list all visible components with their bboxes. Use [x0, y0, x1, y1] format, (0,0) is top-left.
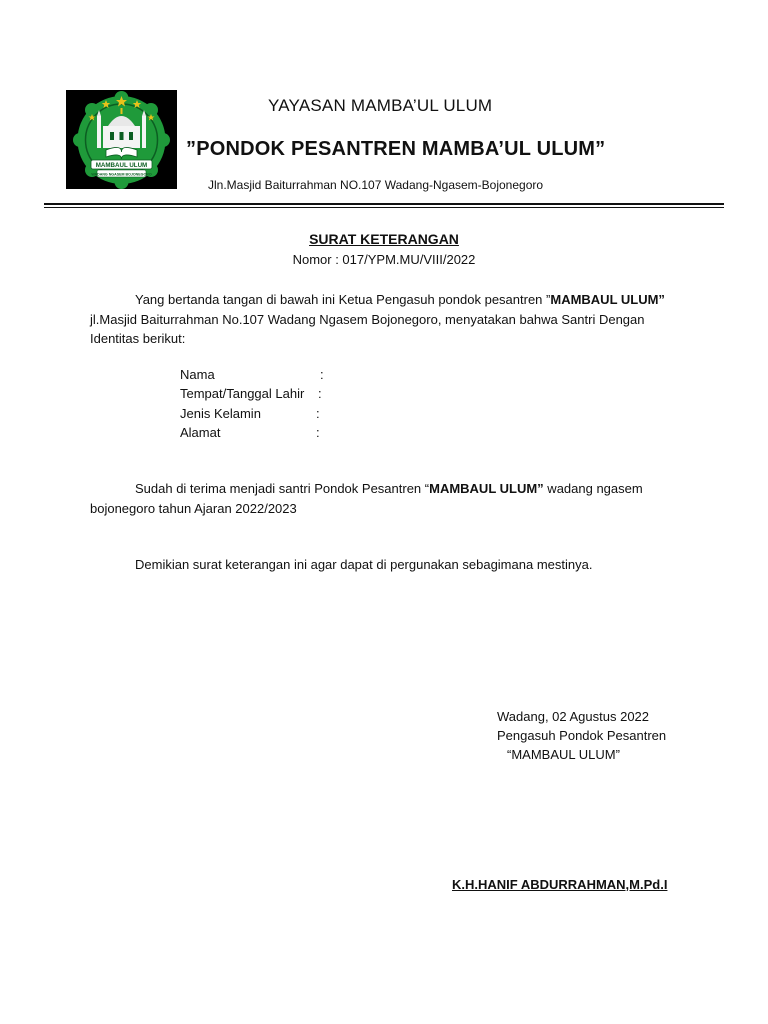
- field-tempat-tanggal-lahir: [180, 384, 322, 403]
- acceptance-text-1: Sudah di terima menjadi santri Pondok Pesantren “: [135, 481, 430, 496]
- field-colon: :: [318, 386, 322, 402]
- signature-block: [497, 707, 666, 764]
- closing-text: Demikian surat keterangan ini agar dapat di pergunakan sebagimana mestinya.: [135, 557, 593, 572]
- acceptance-text-2: wadang ngasem bojonegoro tahun Ajaran 2022/2023: [90, 481, 643, 516]
- letterhead-address: Jln.Masjid Baiturrahman NO.107 Wadang-Ngasem-Bojonegoro: [208, 178, 544, 192]
- logo: [66, 90, 177, 189]
- field-label: Nama: [180, 367, 215, 382]
- opening-text-2: jl.Masjid Baiturrahman No.107 Wadang Ngasem Bojonegoro, menyatakan bahwa Santri Dengan Identitas berikut:: [90, 311, 645, 346]
- field-label: Alamat: [180, 424, 221, 440]
- acceptance-paragraph: [90, 479, 672, 518]
- opening-text-bold: MAMBAUL ULUM”: [550, 292, 665, 307]
- logo-text-sub: WADANG NGASEM BOJONEGORO: [91, 172, 152, 177]
- signature-role: Pengasuh Pondok Pesantren: [497, 728, 667, 743]
- closing-paragraph: [90, 555, 672, 575]
- foundation-name: YAYASAN MAMBA’UL ULUM: [268, 96, 493, 115]
- letter-title: [0, 231, 768, 247]
- field-colon: :: [320, 367, 324, 382]
- mosque-emblem-icon: [66, 90, 177, 189]
- institution-name: ”PONDOK PESANTREN MAMBA’UL ULUM”: [186, 138, 606, 160]
- signature-org: “MAMBAUL ULUM”: [507, 747, 620, 762]
- letter-number: Nomor : 017/YPM.MU/VIII/2022: [292, 252, 476, 267]
- field-alamat: [180, 423, 320, 442]
- field-nama: [180, 365, 324, 384]
- identity-fields: [180, 365, 324, 442]
- opening-paragraph: [90, 290, 672, 349]
- field-colon: :: [316, 405, 320, 421]
- logo-text-main: MAMBAUL ULUM: [95, 162, 148, 169]
- letterhead-divider-thin: [44, 207, 724, 208]
- letter-title-text: SURAT KETERANGAN: [309, 231, 459, 247]
- field-colon: :: [316, 424, 320, 440]
- field-label: Jenis Kelamin: [180, 405, 261, 421]
- letterhead-divider: [44, 203, 724, 205]
- acceptance-text-bold: MAMBAUL ULUM”: [429, 481, 544, 496]
- signer-name: K.H.HANIF ABDURRAHMAN,M.Pd.I: [452, 877, 668, 892]
- field-label: Tempat/Tanggal Lahir: [180, 386, 305, 402]
- signature-place-date: Wadang, 02 Agustus 2022: [497, 709, 650, 724]
- opening-text-1: Yang bertanda tangan di bawah ini Ketua Pengasuh pondok pesantren ”: [135, 292, 551, 307]
- field-jenis-kelamin: [180, 404, 320, 423]
